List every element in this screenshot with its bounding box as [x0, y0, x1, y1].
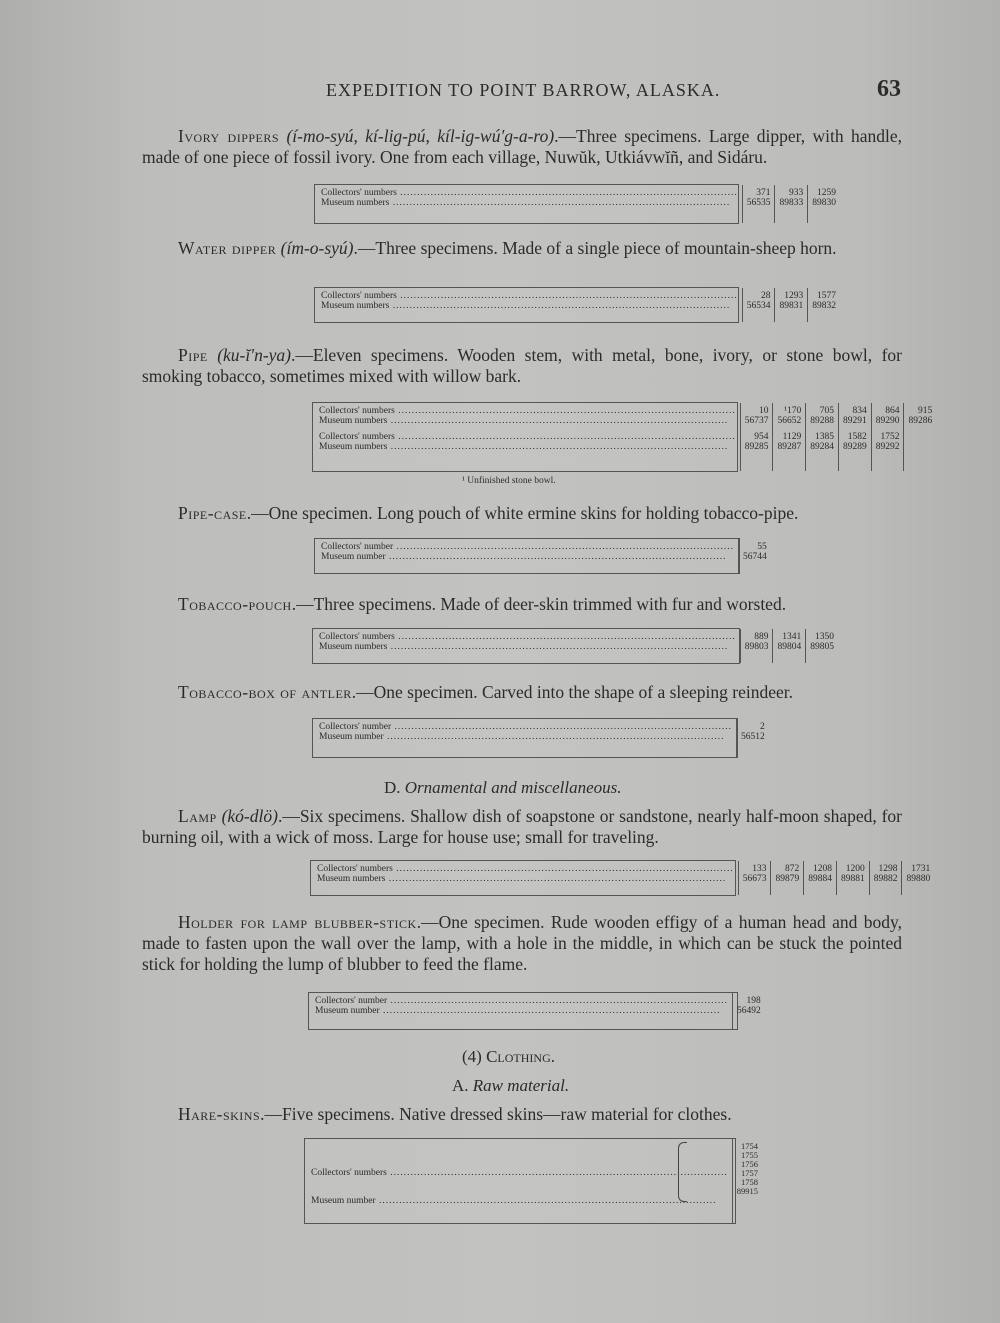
entry-lamp-holder	[142, 912, 902, 975]
museum-label: Museum number .....	[321, 552, 734, 562]
museum-number: 89884	[808, 874, 832, 884]
collectors-number: 1756	[740, 1159, 758, 1169]
museum-number: 89832	[812, 301, 836, 311]
page-number: 63	[877, 76, 901, 102]
native-name: (ku-ĭ′n-ya)	[217, 345, 291, 365]
table-column	[733, 1139, 762, 1223]
table-column	[775, 185, 808, 223]
collectors-number: 864	[885, 406, 900, 416]
entry-tobacco-box	[142, 682, 902, 703]
page-header	[0, 76, 1000, 110]
table-column	[839, 403, 872, 471]
museum-number: 56512	[741, 732, 765, 742]
collectors-number: 2	[760, 722, 765, 732]
native-name: (kó-dlö)	[221, 806, 278, 826]
museum-number: 89289	[842, 442, 867, 452]
museum-number: 89288	[810, 416, 834, 426]
collectors-number: 1757	[740, 1168, 758, 1178]
collectors-number: 1577	[816, 291, 836, 301]
entry-pipe	[142, 345, 902, 387]
table-column	[737, 719, 769, 757]
table-tobacco-pouch	[312, 628, 834, 664]
collectors-number: 954	[754, 432, 769, 442]
table-hare-skins	[304, 1138, 758, 1224]
collectors-number: 834	[852, 406, 867, 416]
collectors-number: 933	[788, 188, 804, 198]
entry-title: Holder for lamp blubber-stick	[178, 912, 417, 932]
table-column	[773, 629, 806, 663]
table-water-dipper	[314, 287, 836, 323]
table-tobacco-box	[312, 718, 765, 758]
collectors-number: 872	[784, 864, 800, 874]
entry-lamp	[142, 806, 902, 848]
museum-number: 56652	[777, 416, 802, 426]
museum-number: 89285	[744, 442, 769, 452]
table-column	[771, 861, 804, 895]
museum-label: Museum number .....	[315, 1006, 728, 1016]
collectors-number: 28	[760, 291, 771, 301]
entry-description: .—One specimen. Long pouch of white ermine skins for holding tobacco-pipe.	[246, 503, 799, 523]
museum-label: Museum number .....	[319, 732, 732, 742]
museum-number: 89804	[777, 642, 802, 652]
entry-title: Pipe-case	[178, 503, 247, 523]
section-heading-clothing	[462, 1047, 555, 1067]
section-title: Clothing.	[486, 1047, 555, 1066]
brace-mark	[678, 1142, 687, 1202]
museum-number: 56492	[737, 1006, 761, 1016]
collectors-label: Collectors' numbers .....	[319, 406, 736, 416]
collectors-number: 55	[757, 542, 767, 552]
collectors-number: 915	[917, 406, 933, 416]
entry-ivory-dippers	[142, 126, 902, 168]
running-head: EXPEDITION TO POINT BARROW, ALASKA.	[326, 80, 721, 100]
museum-number: 56535	[746, 198, 771, 208]
section-letter: D.	[384, 778, 401, 797]
collectors-label: Collectors' number .....	[321, 542, 734, 552]
museum-number: 89831	[779, 301, 804, 311]
collectors-number: 10	[758, 406, 769, 416]
collectors-number: 1208	[812, 864, 832, 874]
native-name: (ím-o-syú)	[280, 238, 354, 258]
collectors-number: 133	[752, 864, 767, 874]
collectors-number: 1752	[880, 432, 900, 442]
table-column	[806, 403, 839, 471]
entry-description: .—Six specimens. Shallow dish of soapstone or sandstone, nearly half-moon shaped, for burning oil, with a wick of moss. Large for house use; small for traveling.	[142, 806, 903, 847]
entry-water-dipper	[142, 238, 902, 259]
museum-label: Museum numbers .....	[319, 442, 736, 452]
collectors-label: Collectors' numbers .....	[321, 291, 738, 301]
table-column	[806, 629, 838, 663]
section-heading-raw-material	[452, 1076, 569, 1096]
section-letter: A.	[452, 1076, 469, 1095]
collectors-number: 1754	[740, 1141, 758, 1151]
collectors-number: 705	[819, 406, 834, 416]
entry-description: .—One specimen. Carved into the shape of a sleeping reindeer.	[351, 682, 794, 702]
museum-label: Museum numbers .....	[319, 416, 736, 426]
entry-description: .—Eleven specimens. Wooden stem, with metal, bone, ivory, or stone bowl, for smoking tobacco, sometimes mixed with willow bark.	[142, 345, 903, 386]
table-lamp	[310, 860, 931, 896]
museum-number: 89915	[736, 1186, 758, 1196]
museum-label: Museum number .....	[311, 1196, 728, 1206]
entry-title: Tobacco-pouch	[178, 594, 292, 614]
section-heading-ornamental	[384, 778, 622, 798]
museum-number: 56744	[743, 552, 767, 562]
entry-title: Pipe	[178, 345, 208, 365]
collectors-number: ¹170	[784, 406, 802, 416]
table-column	[743, 185, 776, 223]
section-number: (4)	[462, 1047, 482, 1066]
museum-number: 89290	[875, 416, 900, 426]
collectors-number: 1755	[740, 1150, 758, 1160]
museum-number: 89284	[810, 442, 834, 452]
collectors-number: 1298	[878, 864, 898, 874]
table-pipe-case	[314, 538, 767, 574]
collectors-number: 1341	[782, 632, 802, 642]
museum-number: 56737	[744, 416, 769, 426]
museum-number: 89292	[875, 442, 900, 452]
collectors-number: 1758	[740, 1177, 758, 1187]
entry-description: .—Three specimens. Made of deer-skin trimmed with fur and worsted.	[291, 594, 787, 614]
collectors-number: 198	[746, 996, 761, 1006]
table-lamp-holder	[308, 992, 761, 1030]
table-pipe	[312, 402, 933, 472]
museum-number: 89805	[810, 642, 834, 652]
museum-number: 89803	[744, 642, 769, 652]
collectors-number: 1582	[847, 432, 867, 442]
collectors-number: 1385	[814, 432, 834, 442]
table-column	[775, 288, 808, 322]
native-name: (í-mo-syú, kí-lig-pú, kíl-ig-wú′g-a-ro)	[286, 126, 555, 146]
collectors-label: Collectors' number .....	[319, 722, 732, 732]
entry-title: Ivory dippers	[178, 126, 280, 146]
entry-tobacco-pouch	[142, 594, 902, 615]
table-column	[733, 993, 765, 1029]
museum-label: Museum numbers .....	[317, 874, 734, 884]
collectors-number: 1350	[814, 632, 834, 642]
collectors-label: Collectors' numbers .....	[319, 432, 736, 442]
table-column	[902, 861, 934, 895]
table-ivory-dippers	[314, 184, 836, 224]
section-title: Ornamental and miscellaneous.	[404, 778, 622, 797]
collectors-label: Collectors' numbers .....	[319, 632, 736, 642]
museum-number: 56673	[742, 874, 767, 884]
museum-label: Museum numbers .....	[321, 198, 738, 208]
collectors-number: 371	[756, 188, 771, 198]
table-column	[808, 185, 840, 223]
collectors-label: Collectors' numbers .....	[311, 1168, 728, 1178]
entry-description: .—Three specimens. Large dipper, with handle, made of one piece of fossil ivory. One from each village, Nuwŭk, Utkiávwĭñ, and Sidáru.	[142, 126, 902, 167]
table-column	[837, 861, 870, 895]
table-column	[743, 288, 776, 322]
museum-number: 89291	[842, 416, 867, 426]
museum-number: 89833	[779, 198, 804, 208]
entry-hare-skins	[142, 1104, 902, 1125]
table-column	[741, 629, 774, 663]
entry-pipe-case	[142, 503, 902, 524]
entry-title: Hare-skins	[178, 1104, 261, 1124]
table-column	[870, 861, 903, 895]
table-column	[808, 288, 840, 322]
section-title: Raw material.	[472, 1076, 570, 1095]
collectors-label: Collectors' number .....	[315, 996, 728, 1006]
entry-title: Tobacco-box of antler	[178, 682, 352, 702]
museum-label: Museum numbers .....	[319, 642, 736, 652]
collectors-label: Collectors' numbers .....	[321, 188, 738, 198]
museum-number: 89287	[777, 442, 802, 452]
table-column	[904, 403, 936, 471]
collectors-number: 1731	[911, 864, 931, 874]
museum-number: 89882	[873, 874, 898, 884]
collectors-label: Collectors' numbers .....	[317, 864, 734, 874]
museum-number: 89286	[908, 416, 933, 426]
collectors-number: 1259	[816, 188, 836, 198]
museum-number: 89830	[812, 198, 836, 208]
table-column	[739, 861, 772, 895]
collectors-number: 889	[754, 632, 769, 642]
footnote: ¹ Unfinished stone bowl.	[462, 476, 556, 486]
museum-number: 56534	[746, 301, 771, 311]
museum-number: 89881	[840, 874, 865, 884]
museum-label: Museum numbers .....	[321, 301, 738, 311]
table-column	[741, 403, 774, 471]
entry-title: Lamp	[178, 806, 217, 826]
museum-number: 89880	[906, 874, 931, 884]
table-column	[804, 861, 837, 895]
table-column	[739, 539, 771, 573]
entry-description: .—Three specimens. Made of a single piece of mountain-sheep horn.	[353, 238, 837, 258]
table-column	[773, 403, 806, 471]
entry-description: .—One specimen. Rude wooden effigy of a human head and body, made to fasten upon the wall over the lamp, with a hole in the middle, in which can be stuck the pointed stick for holding the lump of blubber to feed the flame.	[142, 912, 902, 974]
table-column	[872, 403, 905, 471]
collectors-number: 1200	[845, 864, 865, 874]
museum-number: 89879	[775, 874, 800, 884]
entry-title: Water dipper	[178, 238, 277, 258]
collectors-number: 1293	[784, 291, 804, 301]
collectors-number: 1129	[782, 432, 802, 442]
entry-description: .—Five specimens. Native dressed skins—raw material for clothes.	[260, 1104, 732, 1124]
